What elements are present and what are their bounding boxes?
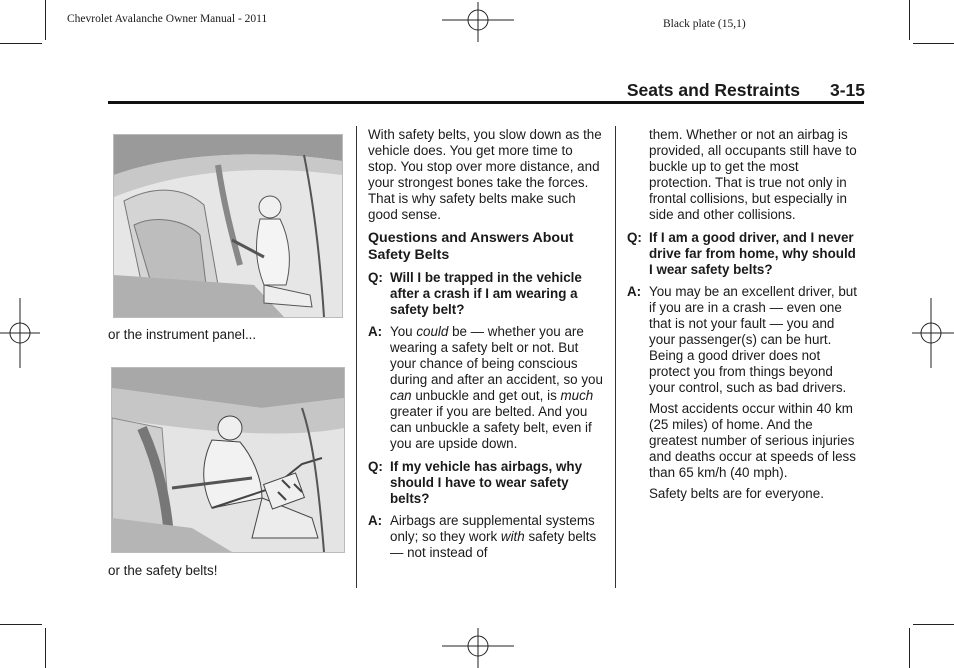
manual-title: Chevrolet Avalanche Owner Manual - 2011	[67, 13, 268, 25]
column-divider	[615, 126, 616, 588]
registration-mark-top	[442, 2, 514, 42]
answer-label: A:	[368, 513, 383, 528]
crop-mark	[909, 0, 910, 40]
illustration-instrument-panel	[113, 134, 343, 318]
section-header	[560, 80, 865, 101]
question-1	[368, 270, 604, 318]
crop-mark	[909, 628, 910, 668]
accidents-paragraph: Most accidents occur within 40 km (25 miles) of home. And the greatest number of serious injuries and deaths occur at speeds of less than 65 km/h (40 mph).	[649, 401, 856, 480]
closing-paragraph: Safety belts are for everyone.	[649, 486, 824, 501]
crop-mark	[913, 43, 954, 44]
question-label: Q:	[368, 459, 383, 474]
crop-mark	[0, 43, 42, 44]
answer-text: You could be — whether you are wearing a safety belt or not. But your chance of being conscious during and after an accident, so you can unbuckle and get out, is much greater if you are belted. And you can unbuckle a safety belt, even if you are upside down.	[390, 324, 603, 451]
answer-2	[368, 513, 604, 561]
answer-label: A:	[368, 324, 383, 339]
caption-instrument-panel: or the instrument panel...	[108, 327, 257, 342]
crop-mark	[913, 624, 954, 625]
question-2	[368, 459, 604, 507]
answer-3	[627, 284, 859, 396]
intro-paragraph: With safety belts, you slow down as the vehicle does. You get more time to stop. You stop over more distance, and your strongest bones take the forces. That is why safety belts make such good sense.	[368, 127, 602, 222]
caption-safety-belts: or the safety belts!	[108, 563, 218, 578]
question-text: If my vehicle has airbags, why should I have to wear safety belts?	[390, 459, 583, 506]
crop-mark	[0, 624, 42, 625]
registration-mark-bottom	[442, 628, 514, 668]
registration-mark-right	[912, 298, 954, 368]
question-label: Q:	[627, 230, 642, 245]
question-text: If I am a good driver, and I never drive far from home, why should I wear safety belts?	[649, 230, 856, 277]
question-3	[627, 230, 859, 278]
question-label: Q:	[368, 270, 383, 285]
header-rule	[108, 101, 864, 104]
column-divider	[356, 126, 357, 588]
section-title: Seats and Restraints	[626, 80, 800, 100]
crop-mark	[45, 628, 46, 668]
right-column	[627, 127, 859, 502]
plate-label: Black plate (15,1)	[663, 18, 746, 30]
illustration-safety-belts	[111, 367, 345, 553]
answer-1	[368, 324, 604, 452]
crop-mark	[45, 0, 46, 40]
section-heading: Questions and Answers About Safety Belts	[368, 230, 574, 263]
answer-text: Airbags are supplemental systems only; so they work with safety belts — not instead of	[390, 513, 597, 560]
page-number: 3-15	[829, 80, 865, 100]
middle-column	[368, 127, 604, 561]
answer-text: You may be an excellent driver, but if you are in a crash — even one that is not your fault — you and your passenger(s) can be hurt. Being a good driver does not protect you from things beyond your control, such as bad drivers.	[649, 284, 857, 395]
question-text: Will I be trapped in the vehicle after a crash if I am wearing a safety belt?	[390, 270, 582, 317]
answer-label: A:	[627, 284, 642, 299]
registration-mark-left	[0, 298, 40, 368]
continued-paragraph: them. Whether or not an airbag is provided, all occupants still have to buckle up to get the most protection. That is true not only in frontal collisions, but especially in side and other collisions.	[649, 127, 857, 222]
